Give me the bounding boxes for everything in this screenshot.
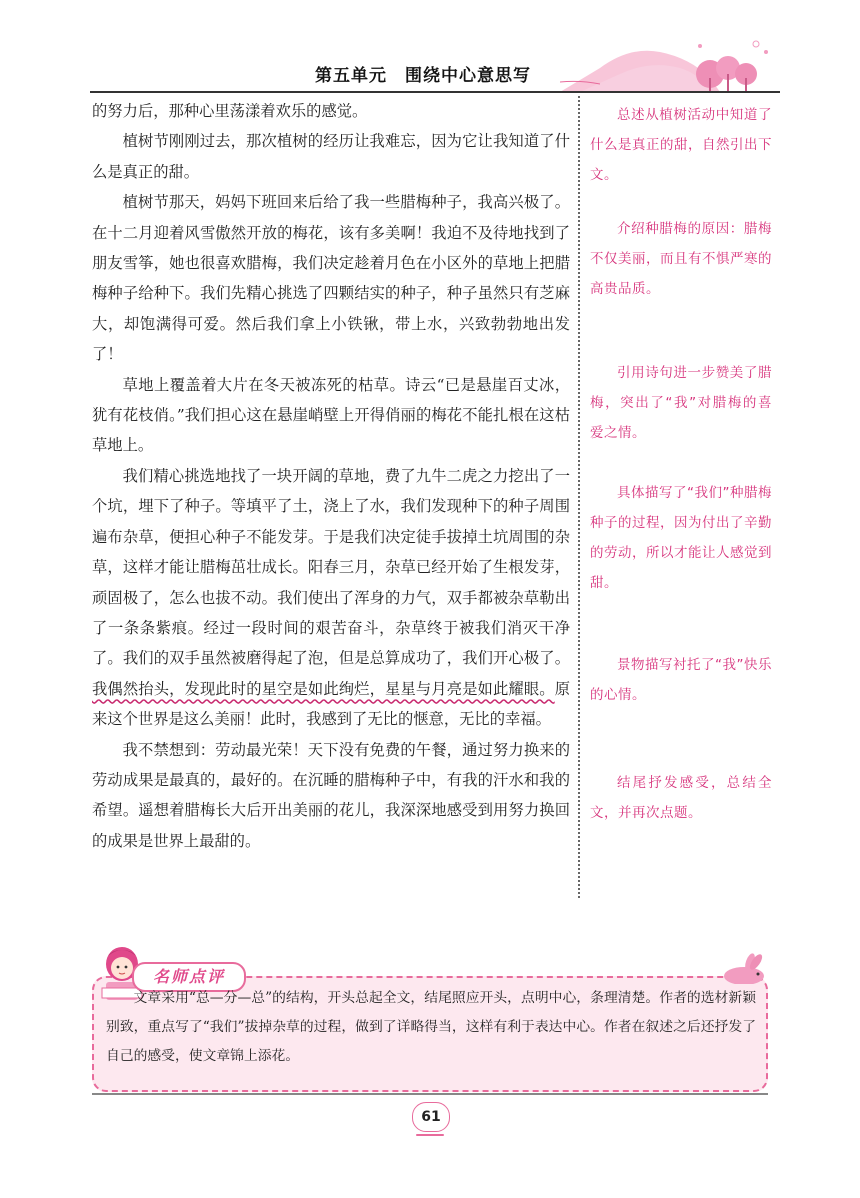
- essay-text: 原来这个世界是这么美丽！此时，我感到了无比的惬意，无比的幸福。: [92, 679, 570, 729]
- essay-paragraph: [92, 461, 570, 735]
- page-header: [90, 38, 780, 94]
- highlighted-sentence: 我偶然抬头，发现此时的星空是如此绚烂，星星与月亮是如此耀眼。: [92, 679, 555, 698]
- review-text: 文章采用“总—分—总”的结构，开头总起全文，结尾照应开头，点明中心，条理清楚。作者的选材新颖别致，重点写了“我们”拔掉杂草的过程，做到了详略得当，这样有利于表达中心。作者在叙述之后还抒发了自己的感受，使文章锦上添花。: [106, 990, 756, 1064]
- landscape-decoration-icon: [560, 38, 780, 92]
- essay-paragraph: 植树节那天，妈妈下班回来后给了我一些腊梅种子，我高兴极了。在十二月迎着风雪傲然开放的梅花，该有多美啊！我迫不及待地找到了朋友雪筝，她也很喜欢腊梅，我们决定趁着月色在小区外的草地上把腊梅种子给种下。我们先精心挑选了四颗结实的种子，种子虽然只有芝麻大，却饱满得可爱。然后我们拿上小铁锹，带上水，兴致勃勃地出发了！: [92, 193, 570, 364]
- margin-note: 总述从植树活动中知道了什么是真正的甜，自然引出下文。: [590, 107, 772, 183]
- margin-note: 结尾抒发感受，总结全文，并再次点题。: [590, 775, 772, 821]
- page-number-badge: [404, 1098, 456, 1140]
- page-number-underline: [416, 1134, 444, 1136]
- essay-text: 我们精心挑选地找了一块开阔的草地，费了九牛二虎之力挖出了一个坑，埋下了种子。等填平了土，浇上了水，我们发现种下的种子周围遍布杂草，便担心种子不能发芽。于是我们决定徒手拔掉土坑周围的杂草，这样才能让腊梅茁壮成长。阳春三月，杂草已经开始了生根发芽，顽固极了，怎么也拔不动。我们使出了浑身的力气，双手都被杂草勒出了一条条紫痕。经过一段时间的艰苦奋斗，杂草终于被我们消灭干净了。我们的双手虽然被磨得起了泡，但是总算成功了，我们开心极了。: [92, 466, 570, 668]
- essay-paragraph: 的努力后，那种心里荡漾着欢乐的感觉。: [92, 102, 368, 120]
- rabbit-icon: [720, 952, 770, 984]
- review-label: 名师点评: [132, 962, 246, 992]
- margin-note: 引用诗句进一步赞美了腊梅，突出了“我”对腊梅的喜爱之情。: [590, 365, 772, 441]
- essay-body: [92, 96, 570, 856]
- essay-paragraph: 植树节刚刚过去，那次植树的经历让我难忘，因为它让我知道了什么是真正的甜。: [92, 132, 570, 181]
- margin-note: 具体描写了“我们”种腊梅种子的过程，因为付出了辛勤的劳动，所以才能让人感觉到甜。: [590, 485, 772, 591]
- margin-note: 介绍种腊梅的原因：腊梅不仅美丽，而且有不惧严寒的高贵品质。: [590, 221, 772, 297]
- header-rule: [90, 91, 780, 93]
- essay-paragraph: 草地上覆盖着大片在冬天被冻死的枯草。诗云“已是悬崖百丈冰，犹有花枝俏。”我们担心这在悬崖峭壁上开得俏丽的梅花不能扎根在这枯草地上。: [92, 375, 570, 455]
- margin-note: 景物描写衬托了“我”快乐的心情。: [590, 657, 772, 703]
- review-rule: [92, 1093, 768, 1095]
- page-number: 61: [412, 1102, 450, 1132]
- teacher-review: [92, 938, 768, 1098]
- column-divider: [578, 96, 580, 898]
- unit-title: 第五单元 围绕中心意思写: [315, 66, 531, 86]
- essay-paragraph: 我不禁想到：劳动最光荣！天下没有免费的午餐，通过努力换来的劳动成果是最真的，最好的。在沉睡的腊梅种子中，有我的汗水和我的希望。遥想着腊梅长大后开出美丽的花儿，我深深地感受到用努力换回的成果是世界上最甜的。: [92, 740, 570, 850]
